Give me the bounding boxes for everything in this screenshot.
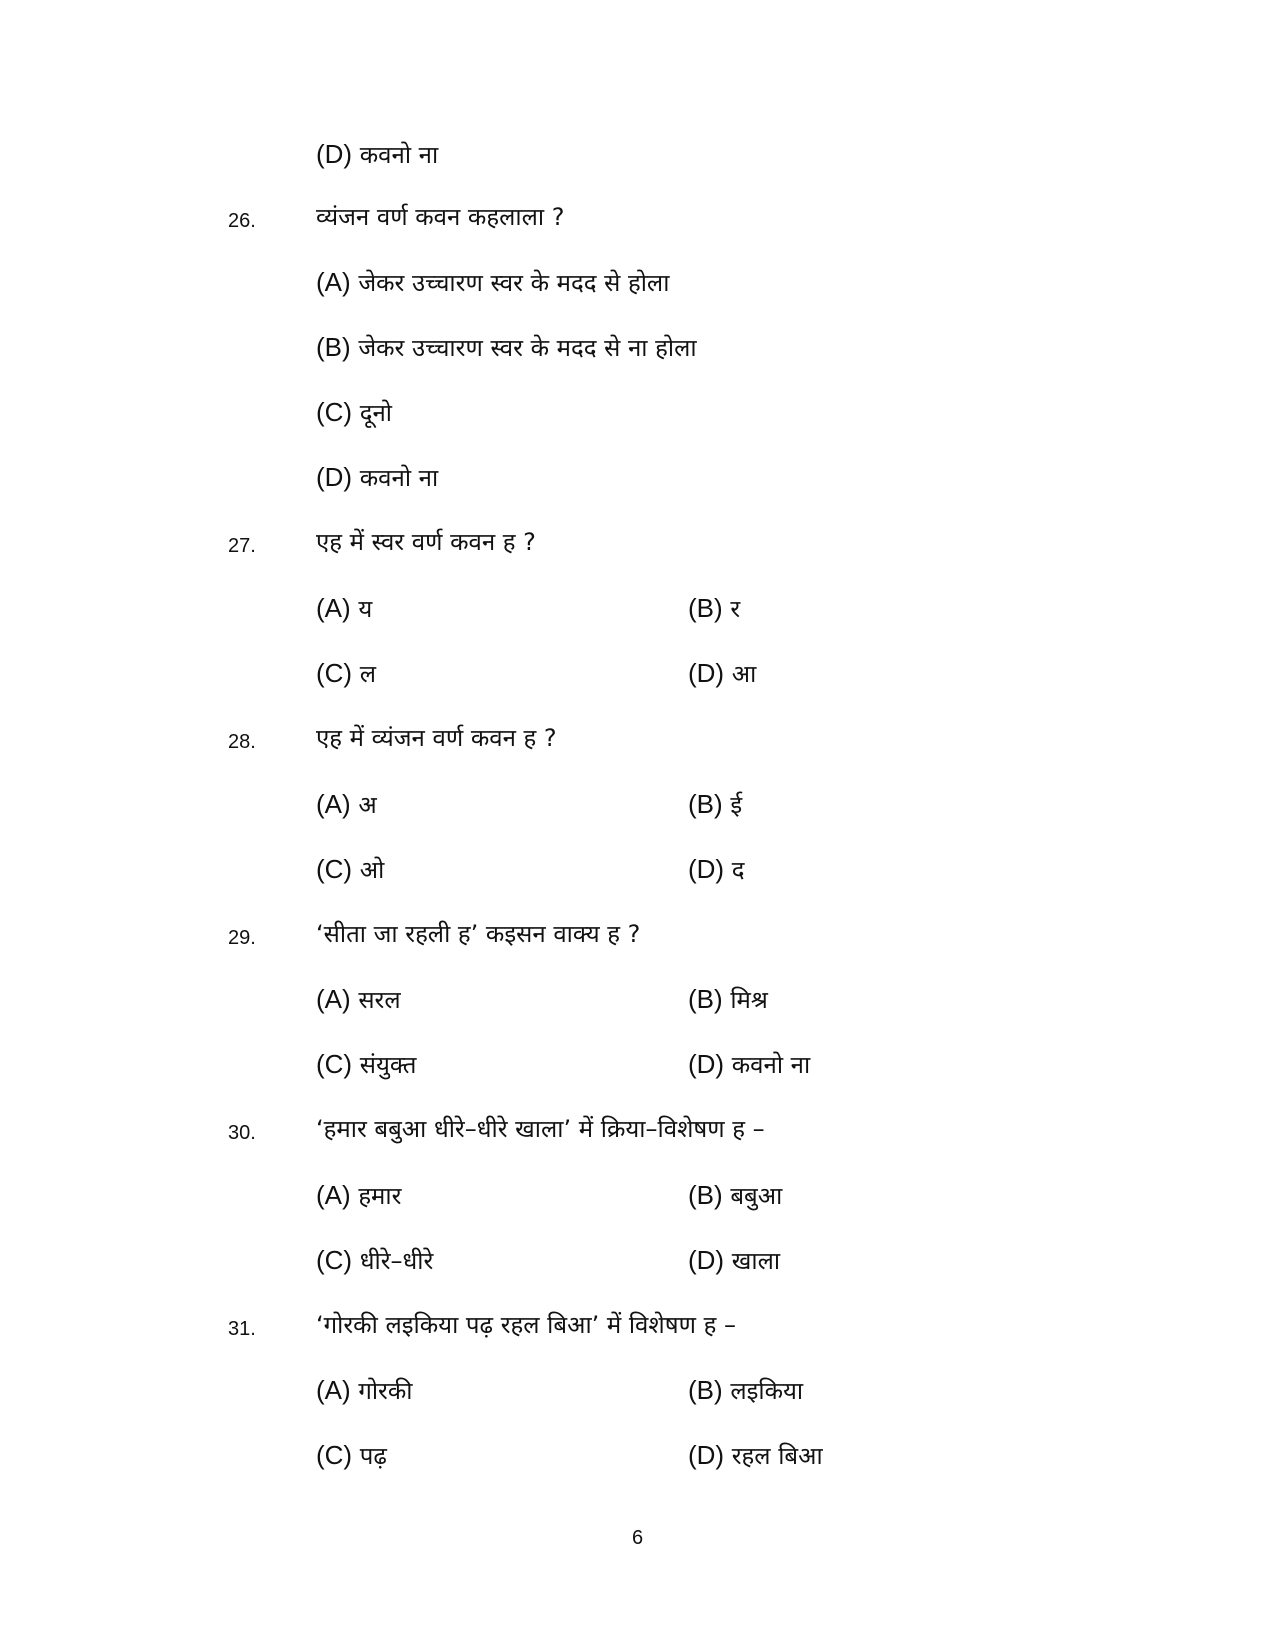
option-letter: (C) bbox=[316, 854, 353, 884]
option-text: धीरे–धीरे bbox=[359, 1247, 434, 1275]
option-letter: (D) bbox=[688, 1245, 725, 1275]
option-letter: (D) bbox=[688, 658, 725, 688]
option-letter: (A) bbox=[316, 984, 351, 1014]
q26-option-b bbox=[316, 330, 697, 365]
option-text: संयुक्त bbox=[359, 1051, 417, 1079]
option-letter: (B) bbox=[688, 984, 723, 1014]
option-text: कवनो ना bbox=[731, 1051, 811, 1079]
option-letter: (B) bbox=[688, 1375, 723, 1405]
option-text: बबुआ bbox=[730, 1182, 783, 1210]
option-letter: (A) bbox=[316, 789, 351, 819]
option-text: आ bbox=[731, 660, 757, 688]
question-number-27: 27. bbox=[228, 535, 256, 557]
option-letter: (B) bbox=[688, 789, 723, 819]
option-text: अ bbox=[358, 791, 377, 819]
q29-option-b bbox=[688, 982, 768, 1017]
q28-option-a bbox=[316, 787, 377, 822]
question-text-29: ‘सीता जा रहली ह’ कइसन वाक्य ह ? bbox=[316, 920, 641, 948]
option-letter: (B) bbox=[688, 593, 723, 623]
q29-option-c bbox=[316, 1047, 416, 1082]
option-text: ओ bbox=[359, 856, 385, 884]
option-text: लइकिया bbox=[730, 1377, 804, 1405]
option-letter: (A) bbox=[316, 1180, 351, 1210]
q30-option-a bbox=[316, 1178, 401, 1213]
q27-option-b bbox=[688, 591, 740, 626]
option-text: कवनो ना bbox=[359, 141, 439, 169]
option-text: पढ़ bbox=[359, 1442, 387, 1470]
question-text-30: ‘हमार बबुआ धीरे–धीरे खाला’ में क्रिया–विशेषण ह – bbox=[316, 1115, 765, 1143]
option-text: खाला bbox=[731, 1247, 781, 1275]
q29-option-d bbox=[688, 1047, 810, 1082]
q27-option-c bbox=[316, 656, 376, 691]
option-text: द bbox=[731, 856, 745, 884]
question-number-28: 28. bbox=[228, 731, 256, 753]
q26-option-a bbox=[316, 265, 669, 300]
question-text-26: व्यंजन वर्ण कवन कहलाला ? bbox=[316, 203, 565, 231]
option-letter: (C) bbox=[316, 397, 353, 427]
q26-option-c bbox=[316, 395, 392, 430]
option-text: कवनो ना bbox=[359, 464, 439, 492]
option-text: र bbox=[730, 595, 741, 623]
option-letter: (D) bbox=[316, 139, 353, 169]
q28-option-c bbox=[316, 852, 384, 887]
option-text: रहल बिआ bbox=[731, 1442, 823, 1470]
question-text-31: ‘गोरकी लइकिया पढ़ रहल बिआ’ में विशेषण ह – bbox=[316, 1311, 736, 1339]
option-letter: (A) bbox=[316, 267, 351, 297]
q26-option-d bbox=[316, 460, 438, 495]
option-text: य bbox=[358, 595, 373, 623]
option-letter: (D) bbox=[688, 1049, 725, 1079]
question-text-27: एह में स्वर वर्ण कवन ह ? bbox=[316, 528, 536, 556]
option-letter: (C) bbox=[316, 1049, 353, 1079]
question-number-26: 26. bbox=[228, 210, 256, 232]
option-text: ई bbox=[730, 791, 743, 819]
q28-option-b bbox=[688, 787, 742, 822]
option-text: हमार bbox=[358, 1182, 402, 1210]
option-text: जेकर उच्चारण स्वर के मदद से होला bbox=[358, 269, 670, 297]
q30-option-c bbox=[316, 1243, 433, 1278]
option-text: सरल bbox=[358, 986, 401, 1014]
option-letter: (B) bbox=[688, 1180, 723, 1210]
question-text-28: एह में व्यंजन वर्ण कवन ह ? bbox=[316, 724, 557, 752]
option-letter: (C) bbox=[316, 1245, 353, 1275]
question-number-30: 30. bbox=[228, 1122, 256, 1144]
option-letter: (A) bbox=[316, 1375, 351, 1405]
q31-option-c bbox=[316, 1438, 387, 1473]
page-number: 6 bbox=[631, 1527, 644, 1549]
option-text: गोरकी bbox=[358, 1377, 413, 1405]
option-letter: (C) bbox=[316, 1440, 353, 1470]
option-letter: (A) bbox=[316, 593, 351, 623]
option-letter: (D) bbox=[316, 462, 353, 492]
option-letter: (D) bbox=[688, 1440, 725, 1470]
option-letter: (B) bbox=[316, 332, 351, 362]
q27-option-a bbox=[316, 591, 372, 626]
question-number-29: 29. bbox=[228, 927, 256, 949]
option-carryover-d bbox=[316, 137, 438, 172]
q30-option-d bbox=[688, 1243, 780, 1278]
option-letter: (C) bbox=[316, 658, 353, 688]
option-text: जेकर उच्चारण स्वर के मदद से ना होला bbox=[358, 334, 697, 362]
q31-option-b bbox=[688, 1373, 803, 1408]
option-text: ल bbox=[359, 660, 377, 688]
q31-option-d bbox=[688, 1438, 823, 1473]
q28-option-d bbox=[688, 852, 744, 887]
q30-option-b bbox=[688, 1178, 782, 1213]
option-text: मिश्र bbox=[730, 986, 768, 1014]
question-number-31: 31. bbox=[228, 1318, 256, 1340]
q27-option-d bbox=[688, 656, 756, 691]
option-letter: (D) bbox=[688, 854, 725, 884]
q31-option-a bbox=[316, 1373, 413, 1408]
q29-option-a bbox=[316, 982, 401, 1017]
option-text: दूनो bbox=[359, 399, 393, 427]
